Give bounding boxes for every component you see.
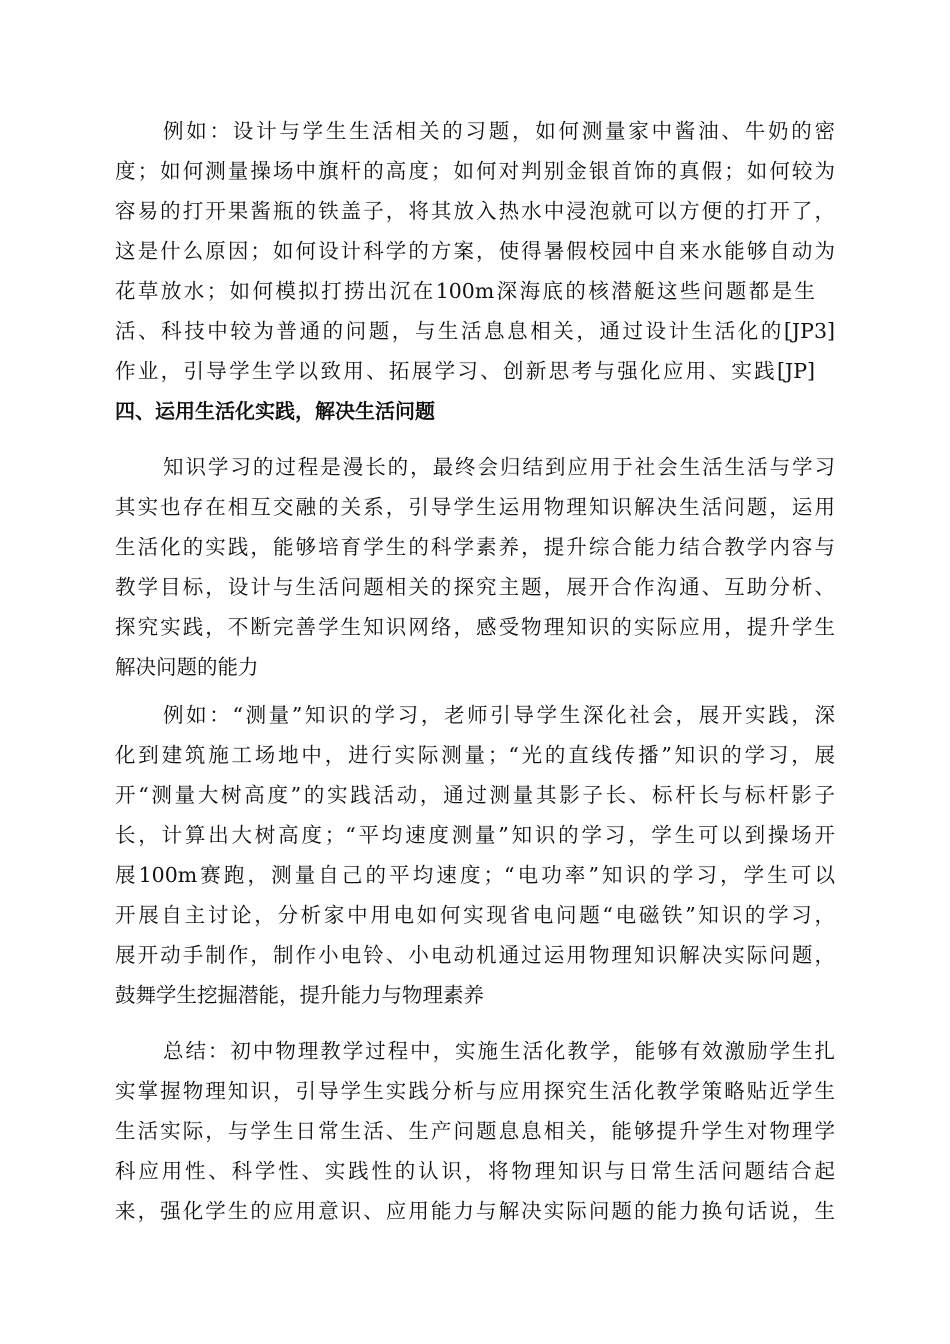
paragraph-line: 开“测量大树高度”的实践活动，通过测量其影子长、标杆长与标杆影子 xyxy=(115,783,835,807)
paragraph-line: 教学目标，设计与生活问题相关的探究主题，展开合作沟通、互助分析、 xyxy=(115,575,835,599)
paragraph-line: 花草放水；如何模拟打捞出沉在100m深海底的核潜艇这些问题都是生 xyxy=(115,279,815,303)
paragraph-line: 开展自主讨论，分析家中用电如何实现省电问题“电磁铁”知识的学习， xyxy=(115,903,835,927)
paragraph-line: 展100m赛跑，测量自己的平均速度；“电功率”知识的学习，学生可以 xyxy=(115,863,835,887)
paragraph-line: 解决问题的能力 xyxy=(115,655,259,679)
paragraph-line: 知识学习的过程是漫长的，最终会归结到应用于社会生活生活与学习 xyxy=(163,455,835,479)
paragraph-line: 实掌握物理知识，引导学生实践分析与应用探究生活化教学策略贴近学生 xyxy=(115,1079,835,1103)
paragraph-line: 来，强化学生的应用意识、应用能力与解决实际问题的能力换句话说，生 xyxy=(115,1199,835,1223)
section-heading: 四、运用生活化实践，解决生活问题 xyxy=(115,399,435,423)
paragraph-line: 鼓舞学生挖掘潜能，提升能力与物理素养 xyxy=(115,983,484,1007)
paragraph-line: 生活化的实践，能够培育学生的科学素养，提升综合能力结合教学内容与 xyxy=(115,535,835,559)
paragraph-line: 科应用性、科学性、实践性的认识，将物理知识与日常生活问题结合起 xyxy=(115,1159,835,1183)
paragraph-line: 其实也存在相互交融的关系，引导学生运用物理知识解决生活问题，运用 xyxy=(115,495,835,519)
paragraph-line: 这是什么原因；如何设计科学的方案，使得暑假校园中自来水能够自动为 xyxy=(115,239,835,263)
paragraph-line: 例如：设计与学生生活相关的习题，如何测量家中酱油、牛奶的密 xyxy=(163,119,835,143)
paragraph-line: 展开动手制作，制作小电铃、小电动机通过运用物理知识解决实际问题， xyxy=(115,943,835,967)
paragraph-line: 活、科技中较为普通的问题，与生活息息相关，通过设计生活化的[JP3] xyxy=(115,319,835,343)
paragraph-line: 度；如何测量操场中旗杆的高度；如何对判别金银首饰的真假；如何较为 xyxy=(115,159,835,183)
paragraph-line: 长，计算出大树高度；“平均速度测量”知识的学习，学生可以到操场开 xyxy=(115,823,835,847)
paragraph-line: 探究实践，不断完善学生知识网络，感受物理知识的实际应用，提升学生 xyxy=(115,615,835,639)
paragraph-line: 例如：“测量”知识的学习，老师引导学生深化社会，展开实践，深 xyxy=(163,703,835,727)
paragraph-line: 总结：初中物理教学过程中，实施生活化教学，能够有效激励学生扎 xyxy=(163,1039,835,1063)
paragraph-line: 作业，引导学生学以致用、拓展学习、创新思考与强化应用、实践[JP] xyxy=(115,359,815,383)
paragraph-line: 化到建筑施工场地中，进行实际测量；“光的直线传播”知识的学习，展 xyxy=(115,743,835,767)
paragraph-line: 生活实际，与学生日常生活、生产问题息息相关，能够提升学生对物理学 xyxy=(115,1119,835,1143)
paragraph-line: 容易的打开果酱瓶的铁盖子，将其放入热水中浸泡就可以方便的打开了， xyxy=(115,199,835,223)
